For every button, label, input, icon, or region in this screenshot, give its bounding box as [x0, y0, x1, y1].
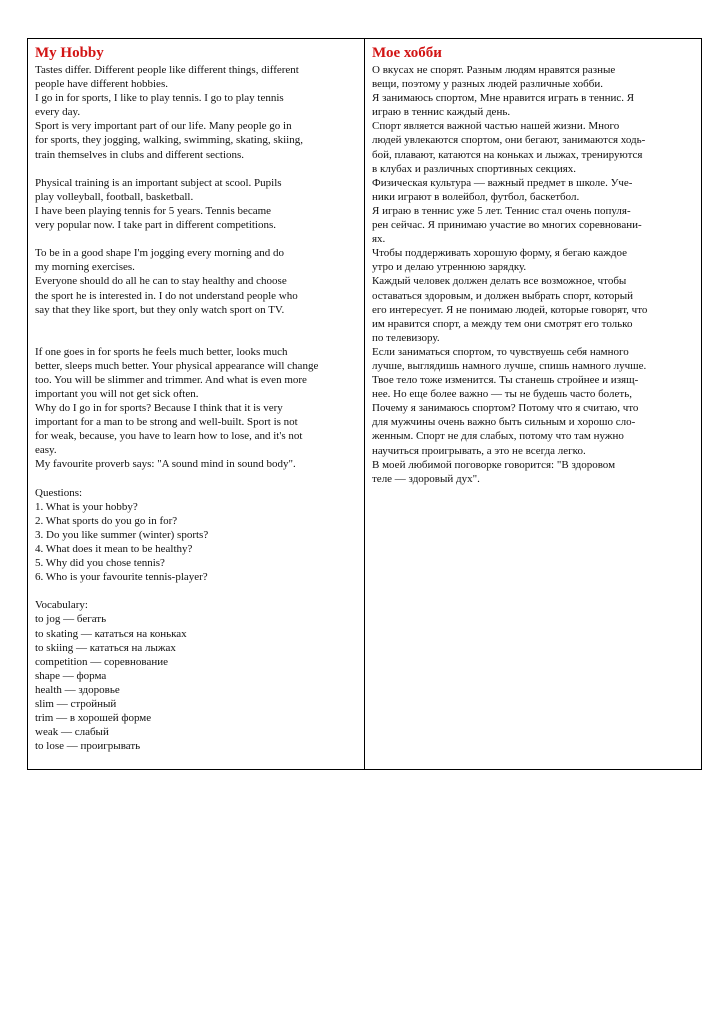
text-line: им нравится спорт, а между тем они смотрят его только: [372, 317, 633, 330]
english-paragraph-4: [35, 345, 360, 472]
text-line: trim — в хорошей форме: [35, 712, 152, 725]
text-line: important for a man to be strong and well-built. Sport is not: [35, 416, 298, 429]
russian-column: [372, 44, 697, 486]
text-line: for weak, because, you have to learn how to lose, and it's not: [35, 430, 303, 443]
text-line: играю в теннис каждый день.: [372, 106, 511, 119]
text-line: say that they like sport, but they only watch sport on TV.: [35, 303, 285, 316]
english-paragraph-1: [35, 63, 360, 162]
text-line: утро и делаю утреннюю зарядку.: [372, 261, 527, 274]
text-line: important you will not get sick often.: [35, 387, 199, 400]
text-line: Спорт является важной частью нашей жизни. Много: [372, 120, 620, 133]
vocabulary-list: [35, 598, 360, 753]
text-line: To be in a good shape I'm jogging every morning and do: [35, 247, 284, 260]
text-line: Я играю в теннис уже 5 лет. Теннис стал очень популя-: [372, 204, 631, 217]
text-line: бой, плавают, катаются на коньках и лыжах, тренируются: [372, 148, 643, 161]
english-column: [35, 44, 360, 753]
russian-text: [372, 63, 697, 486]
bilingual-table: [27, 38, 702, 770]
text-line: Каждый человек должен делать все возможное, чтобы: [372, 275, 627, 288]
text-line: for sports, they jogging, walking, swimming, skating, skiing,: [35, 134, 303, 147]
text-line: train themselves in clubs and different sections.: [35, 148, 245, 161]
text-line: Questions:: [35, 486, 83, 499]
text-line: научиться проигрывать, а это не всегда легко.: [372, 444, 586, 457]
text-line: нее. Но еще более важно — ты не будешь часто болеть,: [372, 388, 632, 401]
text-line: I go in for sports, I like to play tennis. I go to play tennis: [35, 92, 284, 105]
text-line: 4. What does it mean to be healthy?: [35, 543, 193, 555]
text-line: В моей любимой поговорке говорится: "В здоровом: [372, 458, 616, 471]
text-line: If one goes in for sports he feels much better, looks much: [35, 345, 288, 358]
text-line: вещи, поэтому у разных людей различные хобби.: [372, 78, 603, 91]
text-line: I have been playing tennis for 5 years. Tennis became: [35, 204, 272, 217]
text-line: too. You will be slimmer and trimmer. And what is even more: [35, 373, 307, 386]
text-line: 6. Who is your favourite tennis-player?: [35, 571, 208, 584]
text-line: Почему я занимаюсь спортом? Потому что я считаю, что: [372, 402, 639, 415]
text-line: ники играют в волейбол, футбол, баскетбол.: [372, 190, 580, 203]
text-line: Everyone should do all he can to stay healthy and choose: [35, 275, 287, 288]
text-line: my morning exercises.: [35, 261, 135, 274]
text-line: теле — здоровый дух".: [372, 472, 480, 485]
text-line: the sport he is interested in. I do not understand people who: [35, 289, 298, 302]
text-line: в клубах и различных спортивных секциях.: [372, 162, 577, 175]
text-line: to jog — бегать: [35, 613, 107, 626]
text-line: better, sleeps much better. Your physical appearance will change: [35, 359, 319, 372]
text-line: людей увлекаются спортом, они бегают, занимаются ходь-: [372, 134, 646, 147]
column-divider: [364, 39, 365, 769]
text-line: 2. What sports do you go in for?: [35, 514, 178, 527]
text-line: shape — форма: [35, 669, 107, 682]
text-line: My favourite proverb says: "A sound mind in sound body".: [35, 458, 296, 471]
text-line: рен сейчас. Я принимаю участие во многих соревновани-: [372, 219, 642, 232]
text-line: to skating — кататься на коньках: [35, 627, 187, 640]
text-line: to lose — проигрывать: [35, 740, 141, 753]
text-line: женным. Спорт не для слабых, потому что там нужно: [372, 430, 624, 443]
english-paragraph-3: [35, 246, 360, 316]
text-line: Я занимаюсь спортом, Мне нравится играть в теннис. Я: [372, 92, 635, 105]
text-line: easy.: [35, 444, 57, 457]
text-line: О вкусах не спорят. Разным людям нравятся разные: [372, 64, 616, 76]
text-line: to skiing — кататься на лыжах: [35, 641, 176, 654]
text-line: лучше, выглядишь намного лучше, спишь намного лучше.: [372, 359, 647, 372]
text-line: Vocabulary:: [35, 599, 88, 612]
text-line: Why do I go in for sports? Because I think that it is very: [35, 402, 283, 415]
text-line: competition — соревнование: [35, 655, 168, 668]
english-paragraph-2: [35, 176, 360, 232]
english-title: My Hobby: [35, 45, 104, 61]
text-line: play volleyball, football, basketball.: [35, 190, 194, 203]
text-line: 1. What is your hobby?: [35, 500, 138, 513]
text-line: по телевизору.: [372, 331, 440, 344]
text-line: Если заниматься спортом, то чувствуешь себя намного: [372, 345, 629, 358]
text-line: Physical training is an important subject at scool. Pupils: [35, 176, 282, 189]
text-line: его интересует. Я не понимаю людей, которые говорят, что: [372, 303, 648, 316]
text-line: people have different hobbies.: [35, 78, 168, 91]
text-line: Физическая культура — важный предмет в школе. Уче-: [372, 176, 633, 189]
text-line: weak — слабый: [35, 726, 109, 739]
text-line: 5. Why did you chose tennis?: [35, 557, 165, 570]
text-line: Tastes differ. Different people like different things, different: [35, 64, 299, 76]
russian-title: Мое хобби: [372, 45, 442, 61]
text-line: every day.: [35, 106, 81, 119]
text-line: ях.: [372, 233, 386, 246]
text-line: для мужчины очень важно быть сильным и хорошо сло-: [372, 416, 636, 429]
text-line: health — здоровье: [35, 683, 120, 696]
text-line: Sport is very important part of our life. Many people go in: [35, 120, 292, 133]
text-line: very popular now. I take part in different competitions.: [35, 219, 277, 232]
text-line: Чтобы поддерживать хорошую форму, я бегаю каждое: [372, 247, 628, 260]
text-line: Твое тело тоже изменится. Ты станешь стройнее и изящ-: [372, 374, 639, 387]
text-line: оставаться здоровым, и должен выбрать спорт, который: [372, 289, 634, 302]
text-line: slim — стройный: [35, 698, 117, 711]
text-line: 3. Do you like summer (winter) sports?: [35, 528, 209, 541]
questions-list: [35, 486, 360, 585]
